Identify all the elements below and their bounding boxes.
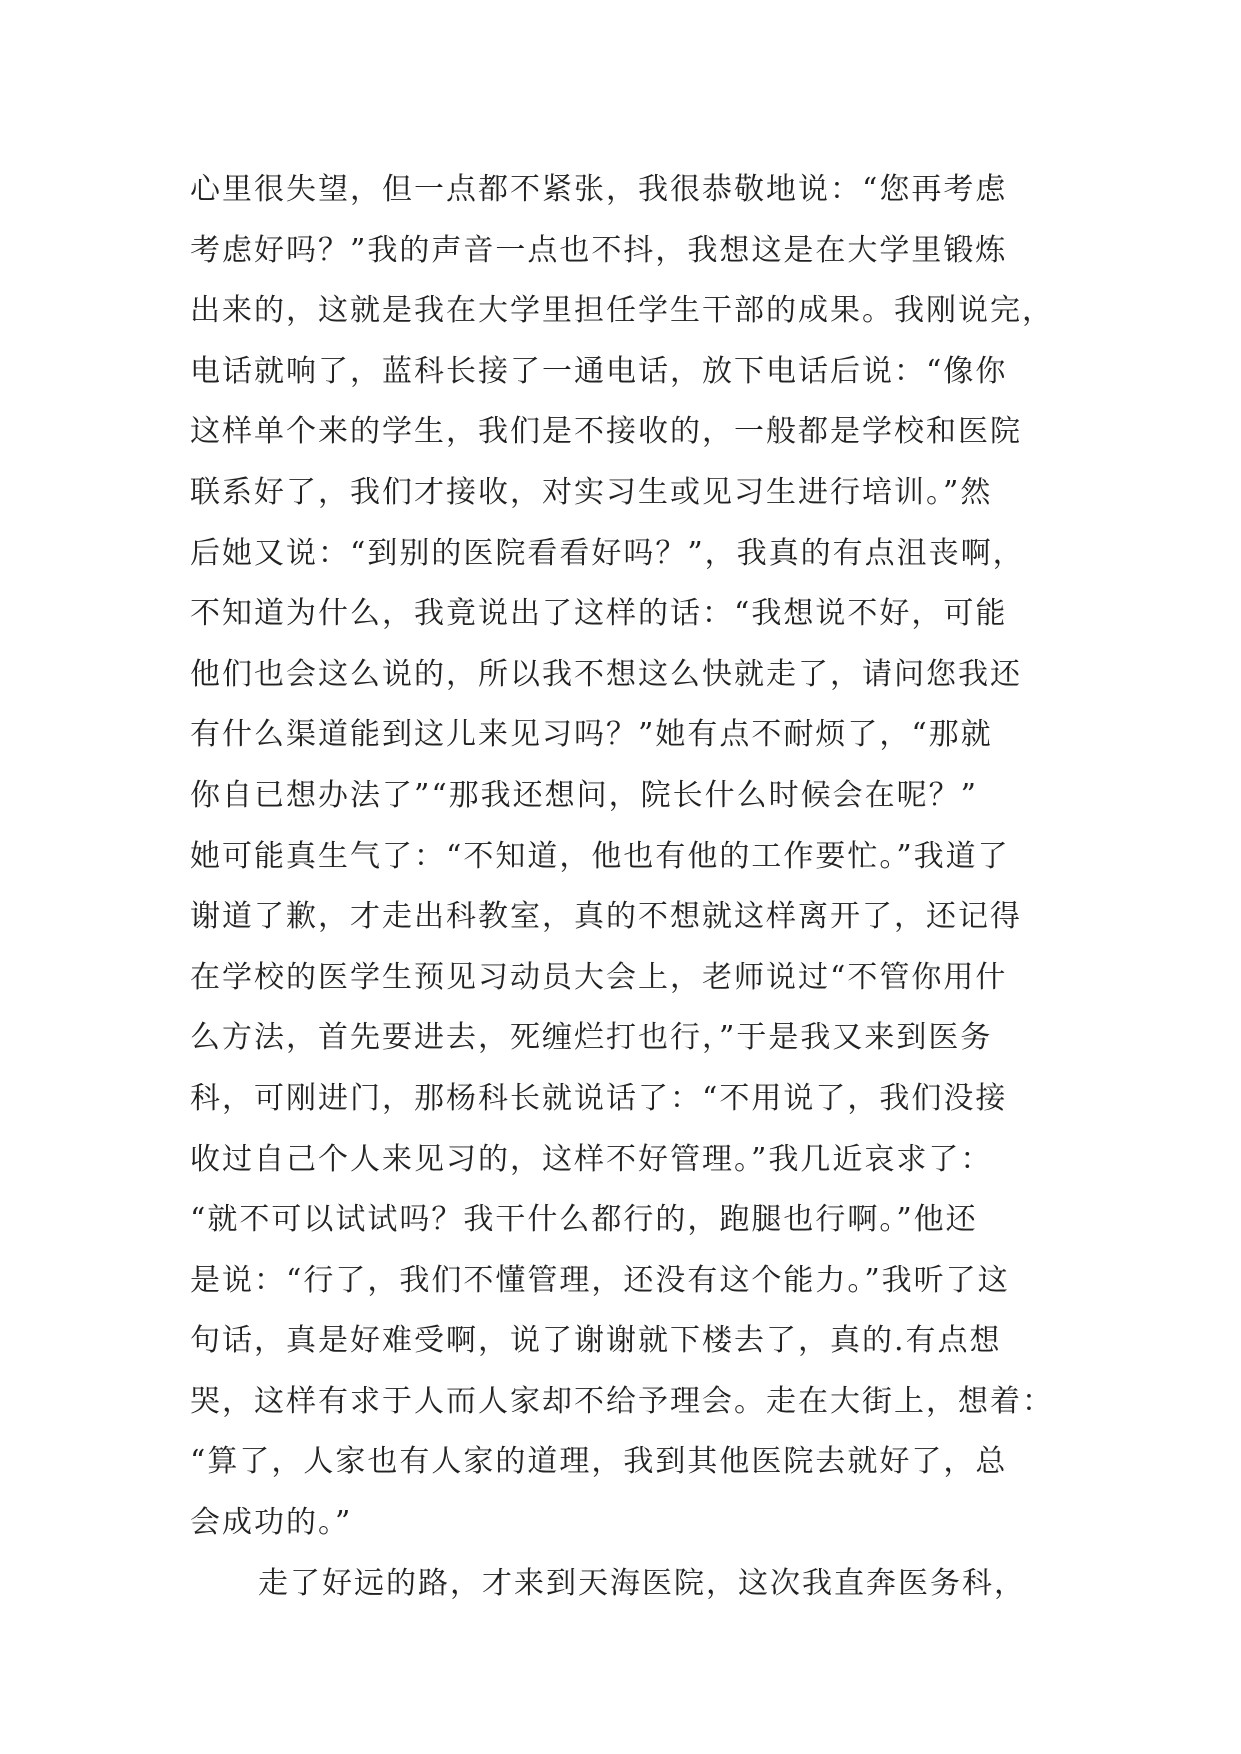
text-line: 心里很失望，但一点都不紧张，我很恭敬地说：“您再考虑 xyxy=(190,172,1008,207)
text-line: 她可能真生气了：“不知道，他也有他的工作要忙。”我道了 xyxy=(190,838,1010,874)
text-line: 收过自己个人来见习的，这样不好管理。”我几近哀求了： xyxy=(190,1141,993,1177)
text-line: 会成功的。” xyxy=(190,1505,353,1541)
text-line: 这样单个来的学生，我们是不接收的，一般都是学校和医院 xyxy=(190,414,1022,450)
text-line: “就不可以试试吗？我干什么都行的，跑腿也行啊。”他还 xyxy=(190,1202,978,1238)
text-line: 你自已想办法了”“那我还想问，院长什么时候会在呢？” xyxy=(190,777,979,813)
text-line: 他们也会这么说的，所以我不想这么快就走了，请问您我还 xyxy=(190,656,1022,692)
text-line: 考虑好吗？”我的声音一点也不抖，我想这是在大学里锻炼 xyxy=(190,232,1008,268)
text-line: 句话，真是好难受啊，说了谢谢就下楼去了，真的.有点想 xyxy=(190,1323,1002,1359)
text-line: 出来的，这就是我在大学里担任学生干部的成果。我刚说完， xyxy=(190,293,1054,329)
text-line: 后她又说：“到别的医院看看好吗？”，我真的有点沮丧啊， xyxy=(190,535,1025,571)
text-line: 有什么渠道能到这儿来见习吗？”她有点不耐烦了，“那就 xyxy=(190,717,993,753)
text-line: 在学校的医学生预见习动员大会上，老师说过“不管你用什 xyxy=(190,959,1008,995)
text-line: 哭，这样有求于人而人家却不给予理会。走在大街上，想着： xyxy=(190,1383,1054,1419)
text-line: 是说：“行了，我们不懂管理，还没有这个能力。”我听了这 xyxy=(190,1262,1010,1298)
text-line: 电话就响了，蓝科长接了一通电话，放下电话后说：“像你 xyxy=(190,353,1008,389)
paragraph xyxy=(190,1554,1065,1615)
text-line: 谢道了歉，才走出科教室，真的不想就这样离开了，还记得 xyxy=(190,899,1022,935)
text-line: 么方法，首先要进去，死缠烂打也行，”于是我又来到医务 xyxy=(190,1020,993,1056)
document-body xyxy=(190,160,1065,1614)
text-line: 不知道为什么，我竟说出了这样的话：“我想说不好，可能 xyxy=(190,596,1008,632)
text-line: 走了好远的路，才来到天海医院，这次我直奔医务科， xyxy=(258,1565,1026,1601)
text-line: 科，可刚进门，那杨科长就说话了：“不用说了，我们没接 xyxy=(190,1080,1008,1116)
paragraph xyxy=(190,160,1065,1554)
text-line: 联系好了，我们才接收，对实习生或见习生进行培训。”然 xyxy=(190,474,993,510)
text-line: “算了，人家也有人家的道理，我到其他医院去就好了，总 xyxy=(190,1444,1008,1480)
